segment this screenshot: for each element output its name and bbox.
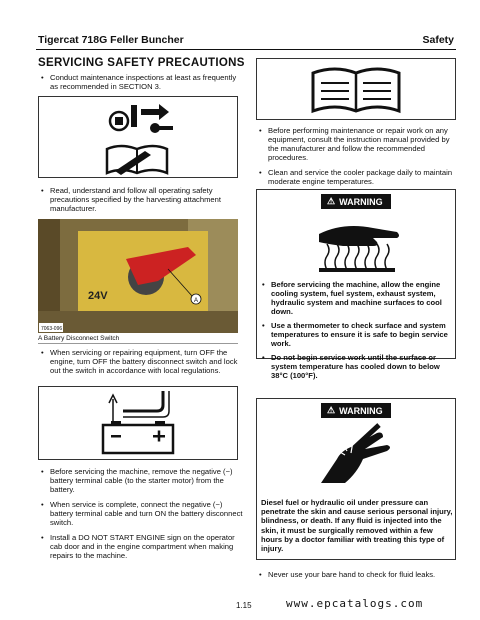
voltage-label: 24V	[88, 290, 108, 302]
right-bullets-1	[256, 126, 461, 186]
section-label: Safety	[422, 34, 454, 46]
list-item: • Conduct maintenance inspections at least as frequently as recommended in SECTION 3.	[38, 73, 238, 91]
page-number: 1.15	[236, 601, 252, 610]
list-item: • Before servicing the machine, allow the engine cooling system, fuel system, exhaust system, hydraulic system and machine surfaces to cool down.	[259, 280, 453, 316]
list-item: • Before performing maintenance or repair work on any equipment, consult the instruction manual provided by the manufacturer and follow the recommended procedures.	[256, 126, 461, 162]
section-heading: SERVICING SAFETY PRECAUTIONS	[38, 57, 245, 69]
left-bullets-1	[38, 73, 238, 91]
list-item: • Before servicing the machine, remove the negative (−) battery terminal cable (to the starter motor) from the battery.	[38, 467, 243, 494]
left-bullets-3	[38, 348, 243, 375]
list-item: • Never use your bare hand to check for fluid leaks.	[256, 570, 461, 579]
list-item: • Read, understand and follow all operating safety precautions specified by the harvesting attachment manufacturer.	[38, 186, 238, 213]
list-item: • Clean and service the cooler package daily to maintain moderate engine temperatures.	[256, 168, 461, 186]
right-bullets-2	[256, 570, 461, 579]
figure-id: 7063-096	[41, 326, 63, 332]
list-item: • Install a DO NOT START ENGINE sign on the operator cab door and in the engine compartment when making repairs to the machine.	[38, 533, 243, 560]
left-bullets-4	[38, 467, 243, 560]
warning1-bullets	[259, 280, 453, 380]
warning-label: WARNING	[339, 196, 383, 207]
warning-header	[321, 194, 391, 209]
document-title: Tigercat 718G Feller Buncher	[38, 34, 184, 46]
watermark-text: www.epcatalogs.com	[286, 597, 424, 610]
lockout-key-icon	[39, 97, 237, 177]
warning-box-hot-surfaces	[256, 189, 456, 380]
lockout-manual-symbol-box	[38, 96, 238, 178]
warning-header	[321, 403, 391, 418]
hot-surface-hand-icon	[313, 214, 403, 272]
battery-symbol-box	[38, 386, 238, 460]
fluid-injection-hand-icon	[317, 423, 397, 487]
warning-triangle-icon: ⚠	[327, 405, 336, 415]
photo-callout: A	[193, 298, 199, 304]
list-item: • Use a thermometer to check surface and system temperatures to ensure it is safe to begin service work.	[259, 321, 453, 348]
warning-label: WARNING	[339, 405, 383, 416]
warning2-text: Diesel fuel or hydraulic oil under pressure can penetrate the skin and cause serious personal injury, blindness, or death. If any fluid is injected into the skin, it must be surgically removed within a few hours by a doctor familiar with treating this type of injury.	[261, 498, 453, 554]
photo-caption: A Battery Disconnect Switch	[38, 335, 238, 344]
list-item: • When service is complete, connect the negative (−) battery terminal cable and turn ON the battery disconnect switch.	[38, 500, 243, 527]
list-item: • Do not begin service work until the surface or system temperature has cooled down to below 38°C (100°F).	[259, 353, 453, 380]
battery-disconnect-photo	[38, 219, 238, 333]
header-rule	[36, 49, 456, 50]
warning-box-fluid-injection	[256, 398, 456, 560]
book-icon	[257, 59, 455, 119]
battery-cable-icon	[39, 387, 237, 459]
warning-triangle-icon: ⚠	[327, 196, 336, 206]
list-item: • When servicing or repairing equipment, turn OFF the engine, turn OFF the battery disconnect switch and lock out the switch in accordance with local regulations.	[38, 348, 243, 375]
left-bullets-2	[38, 186, 238, 213]
manual-symbol-box	[256, 58, 456, 120]
battery-switch-illustration	[38, 219, 238, 333]
